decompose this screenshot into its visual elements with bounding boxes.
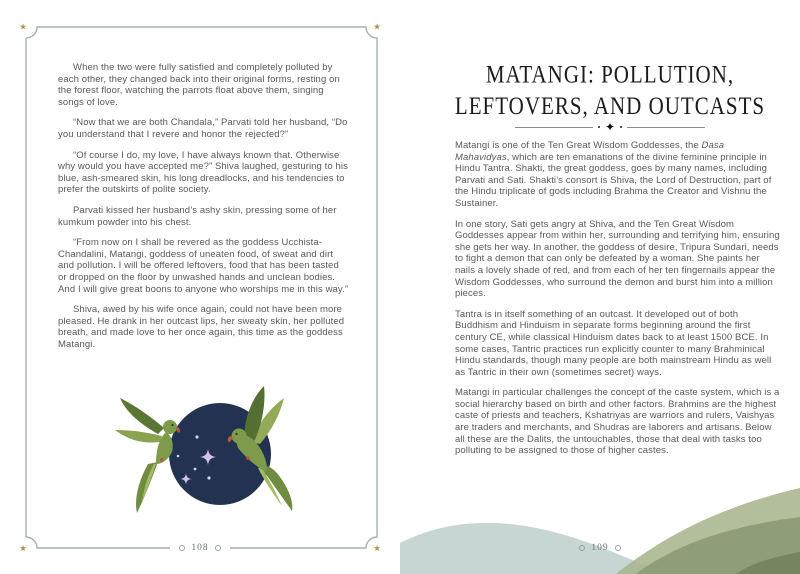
parrots-night-illustration xyxy=(112,380,338,522)
ring-ornament xyxy=(579,545,585,551)
body-paragraph: Tantra is in itself something of an outcast. It developed out of both Buddhism and Hinduism in separate forms beginning around the first century CE, while classical Hinduism dates back to at least 1500 BCE. In some cases, Tantric practices run explicitly counter to many Brahminical Hindu standards, though many people are both mainstream Hindu as well as Tantric in their own (sometimes secret) ways. xyxy=(455,308,772,378)
page-number-text: 108 xyxy=(191,542,209,553)
body-paragraph: Parvati kissed her husband’s ashy skin, pressing some of her kumkum powder into his chest. xyxy=(58,204,337,228)
body-paragraph: Shiva, awed by his wife once again, could not have been more pleased. He drank in her outcast lips, her sweaty skin, her polluted breath, and made love to her once again, this time as the goddess Matangi. xyxy=(58,304,345,350)
corner-star-icon: ★ xyxy=(19,21,27,32)
page-number-left xyxy=(170,541,230,554)
ring-ornament xyxy=(179,545,185,551)
divider-line xyxy=(627,127,705,128)
sparkle-divider-icon: ✦ xyxy=(604,120,616,134)
body-paragraph xyxy=(455,140,781,210)
ring-ornament xyxy=(615,545,621,551)
body-paragraph: In one story, Sati gets angry at Shiva, and the Ten Great Wisdom Goddesses appear from within her, surrounding and terrifying him, ensuring she gets her way. In another, the goddess of desire, Tripura Sundari, needs to fight a demon that can only be defeated by a woman. She paints her nails a lovely shade of red, and from each of her ten fingernails appear the Wisdom Goddesses, who surround the demon and burst him into a million pieces. xyxy=(455,218,780,300)
page-number-text: 109 xyxy=(591,542,609,553)
left-page-body xyxy=(58,62,350,359)
corner-star-icon: ★ xyxy=(373,543,381,553)
chapter-title-line2: LEFTOVERS, AND OUTCASTS xyxy=(454,90,766,121)
right-page-body xyxy=(455,140,781,466)
paragraph-text: Matangi is one of the Ten Great Wisdom Goddesses, the xyxy=(455,140,702,151)
chapter-title xyxy=(432,58,788,121)
italic-term: Dasa Mahavidyas xyxy=(455,140,725,163)
divider-dot xyxy=(620,126,622,128)
title-divider xyxy=(432,121,788,133)
body-paragraph: When the two were fully satisfied and completely polluted by each other, they changed back into their original forms, resting on the forest floor, watching the parrots float above them, singing songs of love. xyxy=(58,62,340,108)
corner-star-icon: ★ xyxy=(373,21,381,32)
ring-ornament xyxy=(215,545,221,551)
page-right xyxy=(400,0,800,574)
divider-line xyxy=(515,127,593,128)
corner-star-icon: ★ xyxy=(19,543,27,553)
body-paragraph: “Of course I do, my love, I have always known that. Otherwise why would you have accepted me?” Shiva laughed, gesturing to his blue, ash-smeared skin, his long dreadlocks, and his tendencies to prefer the outskirts of polite society. xyxy=(58,149,348,196)
divider-dot xyxy=(598,126,600,128)
chapter-title-line1: MATANGI: POLLUTION, xyxy=(485,59,735,89)
paragraph-text: , which are ten emanations of the divine feminine principle in Hindu Tantra. Shakti, the great goddess, goes by many names, including Parvati and Sati. Shakti’s consort is Shiva, the Lord of Destruction, part of the Hindu triplicate of gods including Brahma the Creator and Vishnu the Sustainer. xyxy=(455,151,772,209)
body-paragraph: Matangi in particular challenges the concept of the caste system, which is a social hierarchy based on birth and other factors. Brahmins are the highest caste of priests and teachers, Kshatriyas are warriors and rulers, Vaishyas are traders and merchants, and Shudras are laborers and artisans. Below all these are the Dalits, the untouchables, those that deal with tasks too polluting to be assigned to those of higher castes. xyxy=(455,387,780,457)
body-paragraph: “From now on I shall be revered as the goddess Ucchista-Chandalini, Matangi, goddess of uneaten food, of sweat and dirt and pollution. I will be offered leftovers, food that has been tasted or dropped on the floor by unwashed hands and unclean bodies. And I will give great boons to anyone who worships me in this way.” xyxy=(58,237,349,295)
page-number-right xyxy=(560,541,640,554)
body-paragraph: “Now that we are both Chandala,” Parvati told her husband, “Do you understand that I revere and honor the rejected?” xyxy=(58,117,348,140)
